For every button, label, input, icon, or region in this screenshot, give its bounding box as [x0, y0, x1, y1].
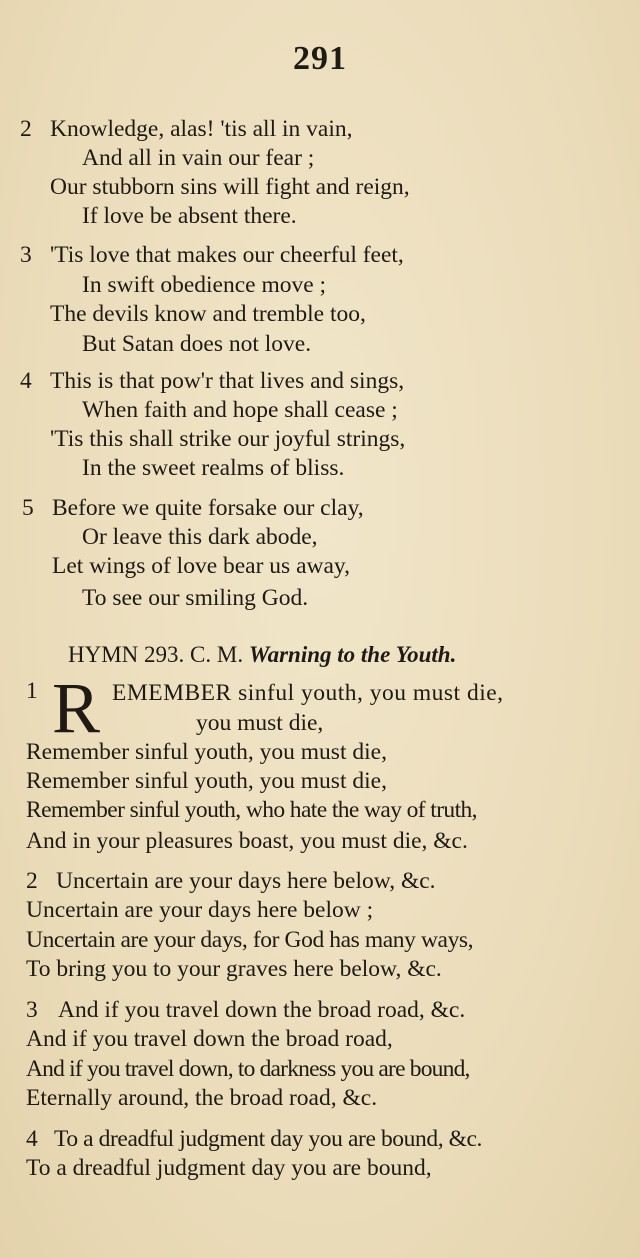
verse-line: In the sweet realms of bliss.	[82, 455, 345, 481]
verse-line: To see our smiling God.	[82, 585, 309, 611]
verse-line: Remember sinful youth, who hate the way of truth,	[26, 797, 477, 823]
verse-line: Eternally around, the broad road, &c.	[26, 1085, 378, 1111]
verse-line: And if you travel down the broad road,	[26, 1026, 393, 1052]
verse-line: And if you travel down the broad road, &c.	[58, 997, 466, 1023]
verse-line: Before we quite forsake our clay,	[52, 495, 364, 521]
verse-line: Uncertain are your days here below ;	[26, 897, 374, 923]
verse-line: Our stubborn sins will fight and reign,	[50, 174, 410, 200]
drop-capital: R	[52, 668, 101, 748]
verse-line: 'Tis love that makes our cheerful feet,	[50, 242, 404, 268]
stanza-number: 5	[22, 495, 34, 521]
verse-line: The devils know and tremble too,	[50, 301, 366, 327]
stanza-number: 2	[20, 116, 32, 142]
stanza-number: 4	[20, 368, 32, 394]
page-number: 291	[293, 40, 347, 77]
verse-line: Remember sinful youth, you must die,	[26, 739, 387, 765]
verse-line: And if you travel down, to darkness you are bound,	[26, 1056, 470, 1082]
verse-line: 'Tis this shall strike our joyful strings,	[50, 426, 406, 452]
stanza-number: 3	[26, 997, 38, 1023]
verse-line: When faith and hope shall cease ;	[82, 397, 398, 423]
verse-line: And in your pleasures boast, you must die, &c.	[26, 828, 468, 854]
verse-line: To a dreadful judgment day you are bound, &c.	[54, 1126, 483, 1152]
hymn-number-meter: HYMN 293. C. M.	[68, 642, 244, 667]
hymn-heading	[68, 640, 456, 670]
verse-line: Uncertain are your days, for God has many ways,	[26, 927, 474, 953]
verse-line: Remember sinful youth, you must die,	[26, 768, 387, 794]
hymn-title: Warning to the Youth.	[248, 642, 457, 667]
verse-line: And all in vain our fear ;	[82, 145, 315, 171]
verse-line: Or leave this dark abode,	[82, 524, 318, 550]
verse-line: you must die,	[196, 710, 324, 736]
verse-line: EMEMBER sinful youth, you must die,	[112, 680, 504, 706]
verse-line: Uncertain are your days here below, &c.	[56, 868, 436, 894]
verse-line: This is that pow'r that lives and sings,	[50, 368, 405, 394]
stanza-number: 2	[26, 868, 38, 894]
verse-line: If love be absent there.	[82, 203, 297, 229]
verse-line: Knowledge, alas! 'tis all in vain,	[50, 116, 353, 142]
stanza-number: 1	[26, 678, 38, 704]
verse-line: Let wings of love bear us away,	[52, 553, 351, 579]
verse-line: To bring you to your graves here below, &c.	[26, 956, 442, 982]
verse-line: To a dreadful judgment day you are bound,	[26, 1155, 432, 1181]
verse-line: But Satan does not love.	[82, 331, 312, 357]
stanza-number: 3	[20, 242, 32, 268]
stanza-number: 4	[26, 1126, 38, 1152]
verse-line: In swift obedience move ;	[82, 272, 327, 298]
